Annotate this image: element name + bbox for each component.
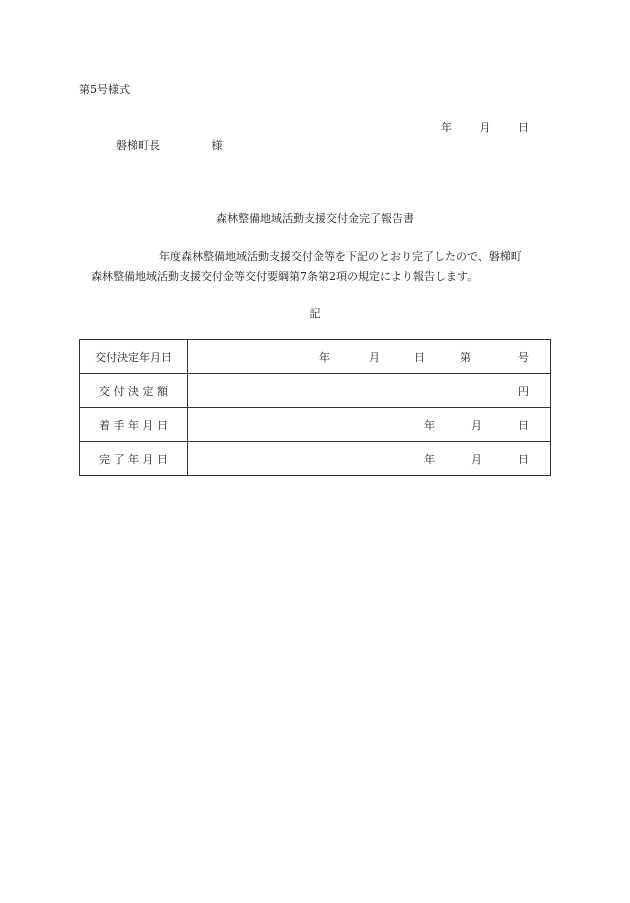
row-label-completion-date: 完 了 年 月 日: [80, 442, 188, 476]
table-row: [80, 408, 551, 442]
ki-heading: 記: [309, 307, 321, 320]
report-table: [79, 339, 551, 476]
form-number: 第5号様式: [79, 83, 130, 96]
row-label-start-date: 着 手 年 月 日: [80, 408, 188, 442]
yen-label: 円: [518, 384, 529, 398]
grant-amount-field[interactable]: [188, 374, 551, 408]
day-label: 日: [414, 350, 425, 364]
go-label: 号: [518, 350, 529, 364]
day-label: 日: [518, 452, 529, 466]
date-month-label: 月: [479, 121, 491, 134]
addressee: [116, 137, 223, 153]
year-label: 年: [319, 350, 330, 364]
body-line-1: [79, 248, 522, 264]
addressee-name: 磐梯町長: [116, 139, 160, 152]
year-label: 年: [424, 452, 435, 466]
start-date-field[interactable]: [188, 408, 551, 442]
grant-decision-date-field[interactable]: [188, 340, 551, 374]
date-year-label: 年: [441, 121, 452, 134]
body-line-2: 森林整備地域活動支援交付金等交付要綱第7条第2項の規定により報告します。: [91, 270, 479, 283]
table-row: [80, 442, 551, 476]
month-label: 月: [471, 418, 482, 432]
day-label: 日: [518, 418, 529, 432]
addressee-honorific: 様: [211, 139, 223, 152]
document-title: 森林整備地域活動支援交付金完了報告書: [216, 212, 414, 225]
row-label-grant-amount: 交 付 決 定 額: [80, 374, 188, 408]
month-label: 月: [369, 350, 380, 364]
row-label-grant-decision-date: 交付決定年月日: [80, 340, 188, 374]
date-day-label: 日: [518, 121, 529, 134]
table-row: [80, 340, 551, 374]
month-label: 月: [471, 452, 482, 466]
completion-date-field[interactable]: [188, 442, 551, 476]
table-row: [80, 374, 551, 408]
body-line-1-text: 年度森林整備地域活動支援交付金等を下記のとおり完了したので、磐梯町: [159, 250, 522, 263]
dai-label: 第: [460, 350, 471, 364]
submission-date: [441, 119, 529, 135]
year-label: 年: [424, 418, 435, 432]
